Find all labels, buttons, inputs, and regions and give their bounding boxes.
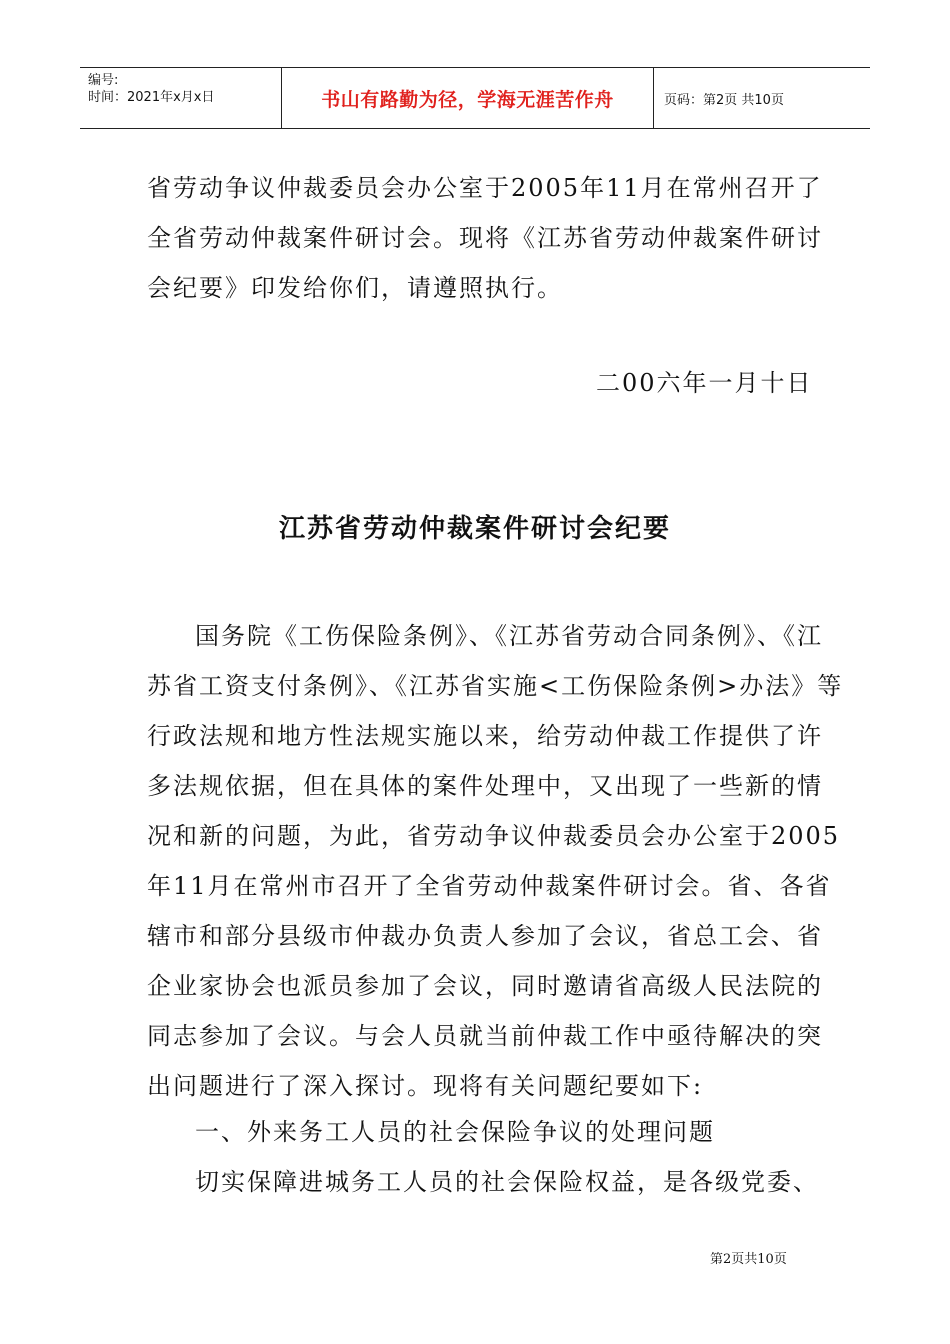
body-line: 出问题进行了深入探讨。现将有关问题纪要如下: xyxy=(147,1072,704,1100)
body-line: 行政法规和地方性法规实施以来，给劳动仲裁工作提供了许 xyxy=(147,722,823,750)
page-header xyxy=(80,67,870,129)
body-line: 辖市和部分县级市仲裁办负责人参加了会议，省总工会、省 xyxy=(147,922,823,950)
header-motto: 书山有路勤为径，学海无涯苦作舟 xyxy=(282,68,654,128)
body-line: 况和新的问题，为此，省劳动争议仲裁委员会办公室于2005 xyxy=(147,822,841,850)
serial-number-label: 编号: xyxy=(88,73,119,88)
intro-line: 全省劳动仲裁案件研讨会。现将《江苏省劳动仲裁案件研讨 xyxy=(147,224,823,252)
document-date: 二00六年一月十日 xyxy=(596,369,813,397)
intro-line: 省劳动争议仲裁委员会办公室于2005年11月在常州召开了 xyxy=(147,174,823,202)
body-line: 切实保障进城务工人员的社会保险权益，是各级党委、 xyxy=(195,1168,819,1196)
document-title: 江苏省劳动仲裁案件研讨会纪要 xyxy=(278,514,671,544)
header-page-number: 页码：第2页 共10页 xyxy=(664,92,784,108)
time-label: 时间：2021年x月x日 xyxy=(88,90,215,105)
body-line: 多法规依据，但在具体的案件处理中，又出现了一些新的情 xyxy=(147,772,823,800)
body-line: 年11月在常州市召开了全省劳动仲裁案件研讨会。省、各省 xyxy=(147,872,832,900)
body-line: 苏省工资支付条例》、《江苏省实施<工伤保险条例>办法》等 xyxy=(147,672,844,700)
body-line: 同志参加了会议。与会人员就当前仲裁工作中亟待解决的突 xyxy=(147,1022,823,1050)
header-meta xyxy=(80,68,282,128)
intro-line: 会纪要》印发给你们，请遵照执行。 xyxy=(147,274,563,302)
body-line: 国务院《工伤保险条例》、《江苏省劳动合同条例》、《江 xyxy=(195,622,823,650)
section-heading: 一、外来务工人员的社会保险争议的处理问题 xyxy=(195,1118,715,1146)
page-footer: 第2页共10页 xyxy=(710,1252,787,1267)
body-line: 企业家协会也派员参加了会议，同时邀请省高级人民法院的 xyxy=(147,972,823,1000)
